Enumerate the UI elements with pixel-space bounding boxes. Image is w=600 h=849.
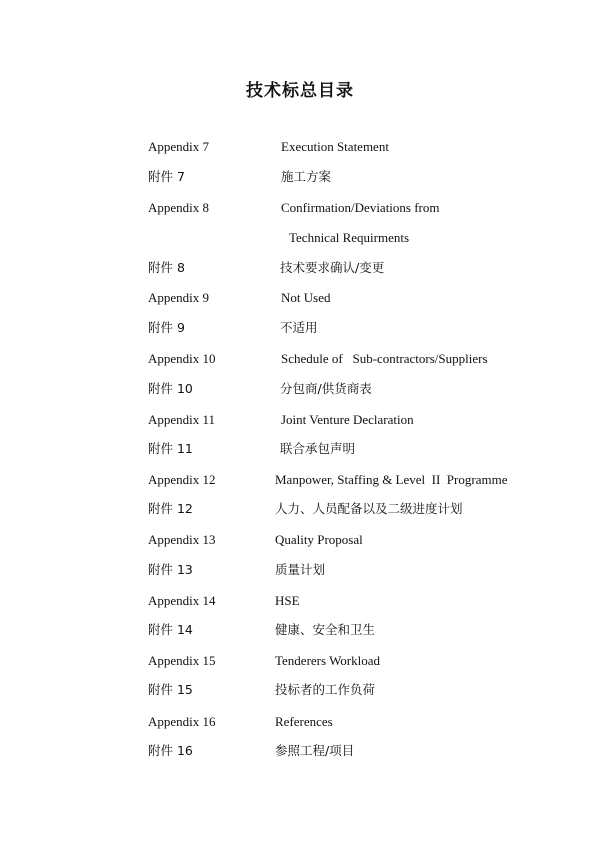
toc-entry-appendix-11 xyxy=(0,410,600,430)
entry-description: 健康、安全和卫生 xyxy=(275,622,376,637)
entry-description: Confirmation/Deviations from xyxy=(281,200,440,215)
entry-description: 人力、人员配备以及二级进度计划 xyxy=(275,501,463,516)
entry-number: Appendix 15 xyxy=(148,653,216,668)
entry-number: Appendix 7 xyxy=(148,139,210,154)
entry-number: 附件 8 xyxy=(148,260,185,275)
toc-entry-fujian-11 xyxy=(0,439,600,459)
entry-number: Appendix 12 xyxy=(148,472,216,487)
toc-entry-fujian-10 xyxy=(0,379,600,399)
entry-number: 附件 10 xyxy=(148,381,193,396)
toc-entry-appendix-13 xyxy=(0,530,600,550)
page-title: 技术标总目录 xyxy=(246,81,354,101)
toc-entry-appendix-8 xyxy=(0,198,600,218)
entry-description: 质量计划 xyxy=(275,562,326,577)
entry-number: 附件 9 xyxy=(148,320,185,335)
entry-number: 附件 14 xyxy=(148,622,193,637)
entry-description: 分包商/供货商表 xyxy=(280,381,372,396)
entry-number: 附件 13 xyxy=(148,562,193,577)
toc-entry-appendix-8-continued xyxy=(0,228,600,248)
entry-number: Appendix 8 xyxy=(148,200,210,215)
toc-entry-fujian-8 xyxy=(0,258,600,278)
entry-description: Technical Requirments xyxy=(289,230,410,245)
entry-number: 附件 15 xyxy=(148,682,193,697)
entry-description: 参照工程/项目 xyxy=(275,743,355,758)
entry-description: Tenderers Workload xyxy=(275,653,381,668)
entry-description: 联合承包声明 xyxy=(280,441,356,456)
entry-description: Joint Venture Declaration xyxy=(281,412,414,427)
entry-number: Appendix 13 xyxy=(148,532,216,547)
toc-entry-fujian-12 xyxy=(0,499,600,519)
toc-entry-appendix-12 xyxy=(0,470,600,490)
toc-entry-fujian-14 xyxy=(0,620,600,640)
toc-entry-fujian-16 xyxy=(0,741,600,761)
entry-description: 技术要求确认/变更 xyxy=(280,260,385,275)
toc-entry-fujian-9 xyxy=(0,318,600,338)
toc-entry-appendix-9 xyxy=(0,288,600,308)
entry-description: HSE xyxy=(275,593,300,608)
entry-description: Execution Statement xyxy=(281,139,389,154)
entry-number: 附件 7 xyxy=(148,169,185,184)
toc-entry-fujian-7 xyxy=(0,167,600,187)
toc-entry-appendix-15 xyxy=(0,651,600,671)
entry-number: Appendix 10 xyxy=(148,351,216,366)
toc-entry-fujian-15 xyxy=(0,680,600,700)
entry-description: Schedule of Sub-contractors/Suppliers xyxy=(281,351,488,366)
toc-entry-appendix-14 xyxy=(0,591,600,611)
toc-entry-appendix-10 xyxy=(0,349,600,369)
entry-description: References xyxy=(275,714,333,729)
entry-description: Quality Proposal xyxy=(275,532,363,547)
entry-description: Manpower, Staffing & Level II Programme xyxy=(275,472,508,487)
entry-description: 投标者的工作负荷 xyxy=(275,682,376,697)
entry-description: Not Used xyxy=(281,290,331,305)
toc-entry-appendix-16 xyxy=(0,712,600,732)
toc-entry-appendix-7 xyxy=(0,137,600,157)
entry-number: 附件 12 xyxy=(148,501,193,516)
entry-number: 附件 16 xyxy=(148,743,193,758)
entry-number: Appendix 9 xyxy=(148,290,210,305)
entry-number: 附件 11 xyxy=(148,441,193,456)
entry-number: Appendix 16 xyxy=(148,714,216,729)
toc-entry-fujian-13 xyxy=(0,560,600,580)
entry-number: Appendix 11 xyxy=(148,412,216,427)
entry-number: Appendix 14 xyxy=(148,593,216,608)
entry-description: 施工方案 xyxy=(281,169,332,184)
entry-description: 不适用 xyxy=(280,320,318,335)
